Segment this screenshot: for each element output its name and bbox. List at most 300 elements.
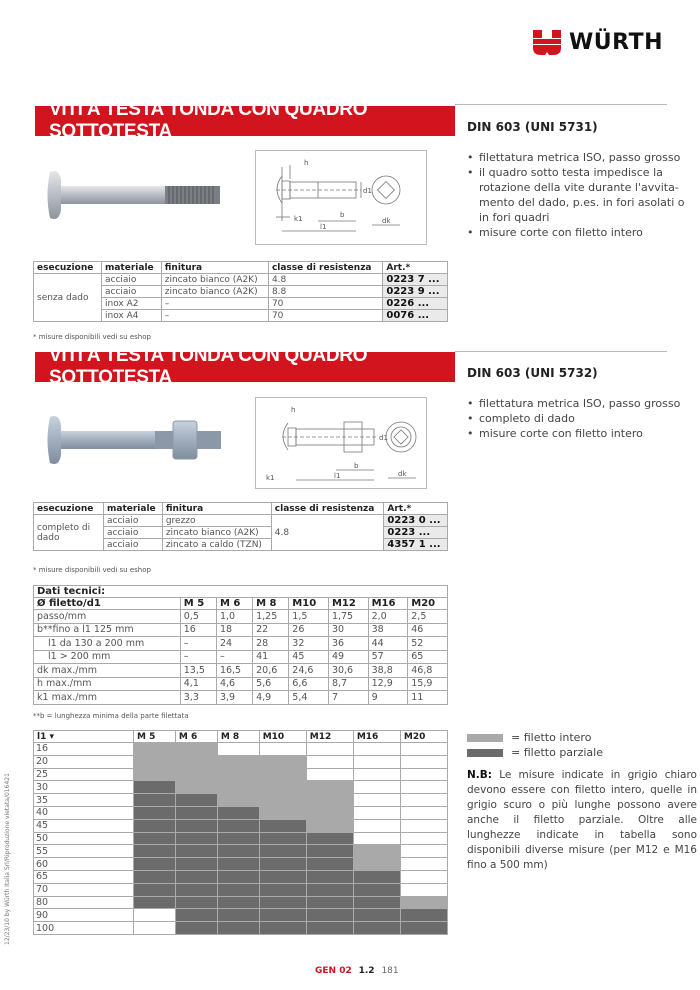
partial-thread-cell (306, 922, 353, 935)
art-number: 0076 ... (383, 310, 448, 322)
section-rule (455, 351, 667, 352)
finitura-cell: – (161, 298, 268, 310)
partial-thread-cell (175, 883, 217, 896)
section-2-bullets (467, 396, 692, 441)
esecuzione-cell: senza dado (34, 274, 102, 322)
col-finitura: finitura (161, 262, 268, 274)
value-cell: 11 (408, 691, 448, 705)
length-value: 35 (34, 794, 134, 807)
table-row (34, 768, 448, 781)
value-cell: 57 (368, 650, 408, 664)
thread-size-header: M16 (368, 598, 408, 610)
table-row (34, 623, 448, 637)
partial-thread-cell (217, 845, 259, 858)
section-1-din: DIN 603 (UNI 5731) (467, 120, 598, 134)
bullet: • il quadro sotto testa impedisce la rotazione della vite durante l'avvita-mento del dado, p.es. in fori asolati o in fori quadri (467, 165, 692, 225)
value-cell: 22 (253, 623, 289, 637)
partial-thread-cell (353, 922, 400, 935)
label-dk: dk (398, 470, 407, 478)
partial-thread-cell (306, 870, 353, 883)
partial-thread-cell (259, 845, 306, 858)
value-cell: 24,6 (289, 664, 329, 678)
value-cell: 2,0 (368, 610, 408, 624)
partial-thread-cell (134, 858, 176, 871)
value-cell: 16 (180, 623, 216, 637)
label-h: h (304, 159, 309, 167)
value-cell: 24 (216, 637, 252, 651)
technical-drawing-1 (255, 150, 427, 245)
value-cell: 26 (289, 623, 329, 637)
value-cell: 13,5 (180, 664, 216, 678)
empty-cell (400, 743, 447, 756)
full-thread-cell (217, 794, 259, 807)
full-thread-cell (134, 768, 176, 781)
empty-cell (134, 909, 176, 922)
value-cell: 44 (368, 637, 408, 651)
technical-drawing-2 (255, 397, 427, 489)
empty-cell (259, 743, 306, 756)
grid-header-row (34, 731, 448, 743)
finitura-cell: zincato bianco (A2K) (161, 286, 268, 298)
length-value: 100 (34, 922, 134, 935)
table-row (34, 845, 448, 858)
art-number: 0223 7 ... (383, 274, 448, 286)
value-cell: 3,3 (180, 691, 216, 705)
row-label: k1 max./mm (34, 691, 181, 705)
value-cell: 38,8 (368, 664, 408, 678)
section-1-bullets (467, 150, 692, 240)
empty-cell (400, 819, 447, 832)
thread-size-header: M16 (353, 731, 400, 743)
footer-section: GEN 02 (315, 966, 352, 976)
partial-thread-cell (259, 870, 306, 883)
value-cell: 7 (328, 691, 368, 705)
value-cell: – (180, 650, 216, 664)
label-dk: dk (382, 217, 391, 225)
full-thread-cell (400, 896, 447, 909)
full-thread-cell (259, 794, 306, 807)
value-cell: 20,6 (253, 664, 289, 678)
partial-thread-cell (134, 896, 176, 909)
value-cell: 36 (328, 637, 368, 651)
partial-thread-cell (353, 896, 400, 909)
materiale-cell: acciaio (104, 527, 163, 539)
legend (467, 730, 603, 760)
tech-header-row (34, 598, 448, 610)
tech-row-label-header: Ø filetto/d1 (34, 598, 181, 610)
length-value: 50 (34, 832, 134, 845)
legend-item-intero (467, 730, 603, 745)
length-value: 70 (34, 883, 134, 896)
bullet: • filettatura metrica ISO, passo grosso (467, 396, 692, 411)
light-swatch (467, 734, 503, 742)
partial-thread-cell (217, 858, 259, 871)
thread-size-header: M10 (289, 598, 329, 610)
art-number: 0223 0 ... (384, 515, 448, 527)
partial-thread-cell (400, 922, 447, 935)
length-value: 16 (34, 743, 134, 756)
esecuzione-cell: completo di dado (34, 515, 104, 551)
label-h: h (291, 406, 296, 414)
table-row (34, 743, 448, 756)
page-number: 181 (381, 966, 399, 976)
full-thread-cell (259, 781, 306, 794)
empty-cell (400, 806, 447, 819)
bolt-nut-drawing-icon (256, 398, 426, 488)
partial-thread-cell (175, 870, 217, 883)
table-row (34, 781, 448, 794)
wurth-logo (533, 28, 663, 56)
empty-cell (400, 768, 447, 781)
value-cell: 4,6 (216, 677, 252, 691)
table-row (34, 883, 448, 896)
value-cell: 9 (368, 691, 408, 705)
legend-item-parziale (467, 745, 603, 760)
nb-note (467, 768, 697, 873)
table-row (34, 922, 448, 935)
label-l1: l1 (334, 472, 341, 480)
partial-thread-cell (353, 909, 400, 922)
thread-size-header: M12 (328, 598, 368, 610)
empty-cell (400, 870, 447, 883)
partial-thread-cell (134, 806, 176, 819)
partial-thread-cell (217, 922, 259, 935)
table-row (34, 870, 448, 883)
art-number: 4357 1 ... (384, 539, 448, 551)
full-thread-cell (175, 743, 217, 756)
partial-thread-cell (134, 794, 176, 807)
value-cell: 3,9 (216, 691, 252, 705)
materiale-cell: acciaio (101, 274, 161, 286)
empty-cell (353, 755, 400, 768)
footer-chapter: 1.2 (358, 966, 375, 976)
thread-size-header: M12 (306, 731, 353, 743)
dark-swatch (467, 749, 503, 757)
partial-thread-cell (175, 806, 217, 819)
table-row (34, 515, 448, 527)
article-table-2 (33, 502, 448, 551)
value-cell: 52 (408, 637, 448, 651)
section-1-title (35, 99, 455, 142)
empty-cell (353, 832, 400, 845)
table-row (34, 637, 448, 651)
classe-cell: 4.8 (271, 515, 384, 551)
length-value: 45 (34, 819, 134, 832)
side-copyright: 12/23/10 by Würth Italia Srl/Riproduzione vietata/016421 (4, 773, 11, 945)
label-k1: k1 (294, 215, 303, 223)
table-row (34, 858, 448, 871)
full-thread-cell (217, 768, 259, 781)
col-art: Art.* (384, 503, 448, 515)
partial-thread-cell (217, 883, 259, 896)
table-row (34, 755, 448, 768)
full-thread-cell (175, 781, 217, 794)
label-d1: d1 (379, 434, 388, 442)
length-availability-grid (33, 730, 448, 935)
col-materiale: materiale (104, 503, 163, 515)
eshop-note-2: * misure disponibili vedi su eshop (33, 566, 151, 574)
table-row (34, 832, 448, 845)
partial-thread-cell (134, 845, 176, 858)
full-thread-cell (306, 806, 353, 819)
finitura-cell: zincato bianco (A2K) (161, 274, 268, 286)
value-cell: 1,25 (253, 610, 289, 624)
partial-thread-cell (217, 896, 259, 909)
row-label: dk max./mm (34, 664, 181, 678)
partial-thread-cell (217, 832, 259, 845)
partial-thread-cell (353, 883, 400, 896)
partial-thread-cell (134, 781, 176, 794)
thread-size-header: M20 (400, 731, 447, 743)
finitura-cell: – (161, 310, 268, 322)
classe-cell: 8.8 (268, 286, 382, 298)
technical-data-table (33, 585, 448, 705)
partial-thread-cell (134, 819, 176, 832)
row-label: l1 da 130 a 200 mm (34, 637, 181, 651)
value-cell: 49 (328, 650, 368, 664)
full-thread-cell (353, 845, 400, 858)
classe-cell: 4.8 (268, 274, 382, 286)
value-cell: – (180, 637, 216, 651)
full-thread-cell (353, 858, 400, 871)
table-row (34, 677, 448, 691)
partial-thread-cell (400, 909, 447, 922)
length-value: 65 (34, 870, 134, 883)
partial-thread-cell (217, 870, 259, 883)
length-value: 55 (34, 845, 134, 858)
legend-label: = filetto parziale (511, 746, 603, 759)
empty-cell (306, 768, 353, 781)
col-finitura: finitura (162, 503, 271, 515)
nb-text: Le misure indicate in grigio chiaro devono essere con filetto intero, quelle in grigio scuro o più lunghe possono avere anche il filetto parziale. Oltre alle lunghezze indicate in tabella sono disponibili diverse misure (per M12 e M16 fino a 500 mm) (467, 769, 697, 871)
partial-thread-cell (306, 909, 353, 922)
value-cell: 30,6 (328, 664, 368, 678)
empty-cell (134, 922, 176, 935)
length-value: 40 (34, 806, 134, 819)
value-cell: 0,5 (180, 610, 216, 624)
label-k1: k1 (266, 474, 275, 482)
legend-label: = filetto intero (511, 731, 592, 744)
section-2-title (35, 345, 455, 388)
value-cell: 5,6 (253, 677, 289, 691)
partial-thread-cell (175, 845, 217, 858)
value-cell: 16,5 (216, 664, 252, 678)
partial-thread-cell (306, 832, 353, 845)
partial-thread-cell (217, 909, 259, 922)
value-cell: 41 (253, 650, 289, 664)
empty-cell (306, 755, 353, 768)
art-number: 0223 ... (384, 527, 448, 539)
tech-title: Dati tecnici: (34, 586, 448, 598)
label-d1: d1 (363, 187, 372, 195)
partial-thread-cell (259, 858, 306, 871)
partial-thread-cell (259, 883, 306, 896)
length-value: 90 (34, 909, 134, 922)
empty-cell (400, 845, 447, 858)
partial-thread-cell (175, 794, 217, 807)
value-cell: 46,8 (408, 664, 448, 678)
full-thread-cell (259, 755, 306, 768)
partial-thread-cell (259, 819, 306, 832)
value-cell: 4,9 (253, 691, 289, 705)
partial-thread-cell (134, 832, 176, 845)
finitura-cell: grezzo (162, 515, 271, 527)
full-thread-cell (259, 806, 306, 819)
empty-cell (353, 743, 400, 756)
full-thread-cell (259, 768, 306, 781)
thread-size-header: M 8 (253, 598, 289, 610)
table-row (34, 806, 448, 819)
partial-thread-cell (175, 832, 217, 845)
empty-cell (217, 743, 259, 756)
finitura-cell: zincato bianco (A2K) (162, 527, 271, 539)
materiale-cell: inox A4 (101, 310, 161, 322)
section-2-title-text: VITI A TESTA TONDA CON QUADRO SOTTOTESTA (49, 345, 368, 388)
empty-cell (353, 819, 400, 832)
value-cell: 15,9 (408, 677, 448, 691)
bolt-drawing-icon (256, 151, 426, 244)
bullet: • misure corte con filetto intero (467, 426, 692, 441)
thread-size-header: M20 (408, 598, 448, 610)
full-thread-cell (134, 743, 176, 756)
classe-cell: 70 (268, 298, 382, 310)
empty-cell (400, 794, 447, 807)
partial-thread-cell (306, 883, 353, 896)
partial-thread-cell (353, 870, 400, 883)
partial-thread-cell (259, 909, 306, 922)
value-cell: 32 (289, 637, 329, 651)
col-esecuzione: esecuzione (34, 503, 104, 515)
value-cell: 46 (408, 623, 448, 637)
table-row (34, 664, 448, 678)
art-number: 0226 ... (383, 298, 448, 310)
length-value: 25 (34, 768, 134, 781)
length-header: l1 ▾ (34, 731, 134, 743)
partial-thread-cell (217, 819, 259, 832)
partial-thread-cell (175, 858, 217, 871)
label-b: b (354, 462, 359, 470)
empty-cell (353, 781, 400, 794)
full-thread-cell (217, 781, 259, 794)
row-label: h max./mm (34, 677, 181, 691)
partial-thread-cell (259, 832, 306, 845)
partial-thread-cell (306, 896, 353, 909)
col-classe: classe di resistenza (271, 503, 384, 515)
section-1-title-text: VITI A TESTA TONDA CON QUADRO SOTTOTESTA (49, 99, 368, 142)
thread-size-header: M 6 (175, 731, 217, 743)
article-table-1 (33, 261, 448, 322)
row-label: b**fino a l1 125 mm (34, 623, 181, 637)
full-thread-cell (175, 755, 217, 768)
brand-name: WÜRTH (569, 29, 664, 55)
full-thread-cell (306, 794, 353, 807)
table-row (34, 691, 448, 705)
table-row (34, 819, 448, 832)
empty-cell (353, 794, 400, 807)
partial-thread-cell (134, 883, 176, 896)
empty-cell (400, 781, 447, 794)
value-cell: 12,9 (368, 677, 408, 691)
length-value: 30 (34, 781, 134, 794)
table-row (34, 896, 448, 909)
full-thread-cell (175, 768, 217, 781)
thread-size-header: M 5 (180, 598, 216, 610)
carriage-bolt-with-nut-photo (45, 405, 230, 475)
value-cell: 1,0 (216, 610, 252, 624)
bullet: • misure corte con filetto intero (467, 225, 692, 240)
art-number: 0223 9 ... (383, 286, 448, 298)
partial-thread-cell (175, 922, 217, 935)
classe-cell: 70 (268, 310, 382, 322)
empty-cell (306, 743, 353, 756)
value-cell: 38 (368, 623, 408, 637)
wurth-logo-mark-icon (533, 28, 561, 56)
section-rule (455, 104, 667, 105)
label-b: b (340, 211, 345, 219)
table-row (34, 909, 448, 922)
table-row (34, 794, 448, 807)
thread-size-header: M 5 (134, 731, 176, 743)
bullet: • completo di dado (467, 411, 692, 426)
materiale-cell: acciaio (104, 539, 163, 551)
empty-cell (400, 858, 447, 871)
partial-thread-cell (175, 896, 217, 909)
col-esecuzione: esecuzione (34, 262, 102, 274)
value-cell: 4,1 (180, 677, 216, 691)
length-value: 80 (34, 896, 134, 909)
row-label: l1 > 200 mm (34, 650, 181, 664)
empty-cell (400, 755, 447, 768)
full-thread-cell (134, 755, 176, 768)
empty-cell (400, 832, 447, 845)
thread-size-header: M10 (259, 731, 306, 743)
partial-thread-cell (134, 870, 176, 883)
value-cell: 45 (289, 650, 329, 664)
value-cell: 1,75 (328, 610, 368, 624)
table-row (34, 274, 448, 286)
section-2-din: DIN 603 (UNI 5732) (467, 366, 598, 380)
length-value: 60 (34, 858, 134, 871)
tech-footnote: **b = lunghezza minima della parte filettata (33, 712, 189, 720)
full-thread-cell (306, 819, 353, 832)
carriage-bolt-photo (45, 160, 230, 230)
full-thread-cell (217, 755, 259, 768)
empty-cell (353, 806, 400, 819)
partial-thread-cell (217, 806, 259, 819)
value-cell: 8,7 (328, 677, 368, 691)
value-cell: 28 (253, 637, 289, 651)
col-materiale: materiale (101, 262, 161, 274)
col-classe: classe di resistenza (268, 262, 382, 274)
value-cell: 1,5 (289, 610, 329, 624)
finitura-cell: zincato a caldo (TZN) (162, 539, 271, 551)
value-cell: 65 (408, 650, 448, 664)
value-cell: – (216, 650, 252, 664)
thread-size-header: M 6 (216, 598, 252, 610)
empty-cell (400, 883, 447, 896)
page-footer (315, 966, 399, 976)
eshop-note-1: * misure disponibili vedi su eshop (33, 333, 151, 341)
value-cell: 30 (328, 623, 368, 637)
value-cell: 5,4 (289, 691, 329, 705)
partial-thread-cell (175, 819, 217, 832)
partial-thread-cell (306, 858, 353, 871)
partial-thread-cell (306, 845, 353, 858)
value-cell: 2,5 (408, 610, 448, 624)
nb-label: N.B: (467, 769, 492, 781)
materiale-cell: acciaio (101, 286, 161, 298)
label-l1: l1 (320, 223, 327, 231)
